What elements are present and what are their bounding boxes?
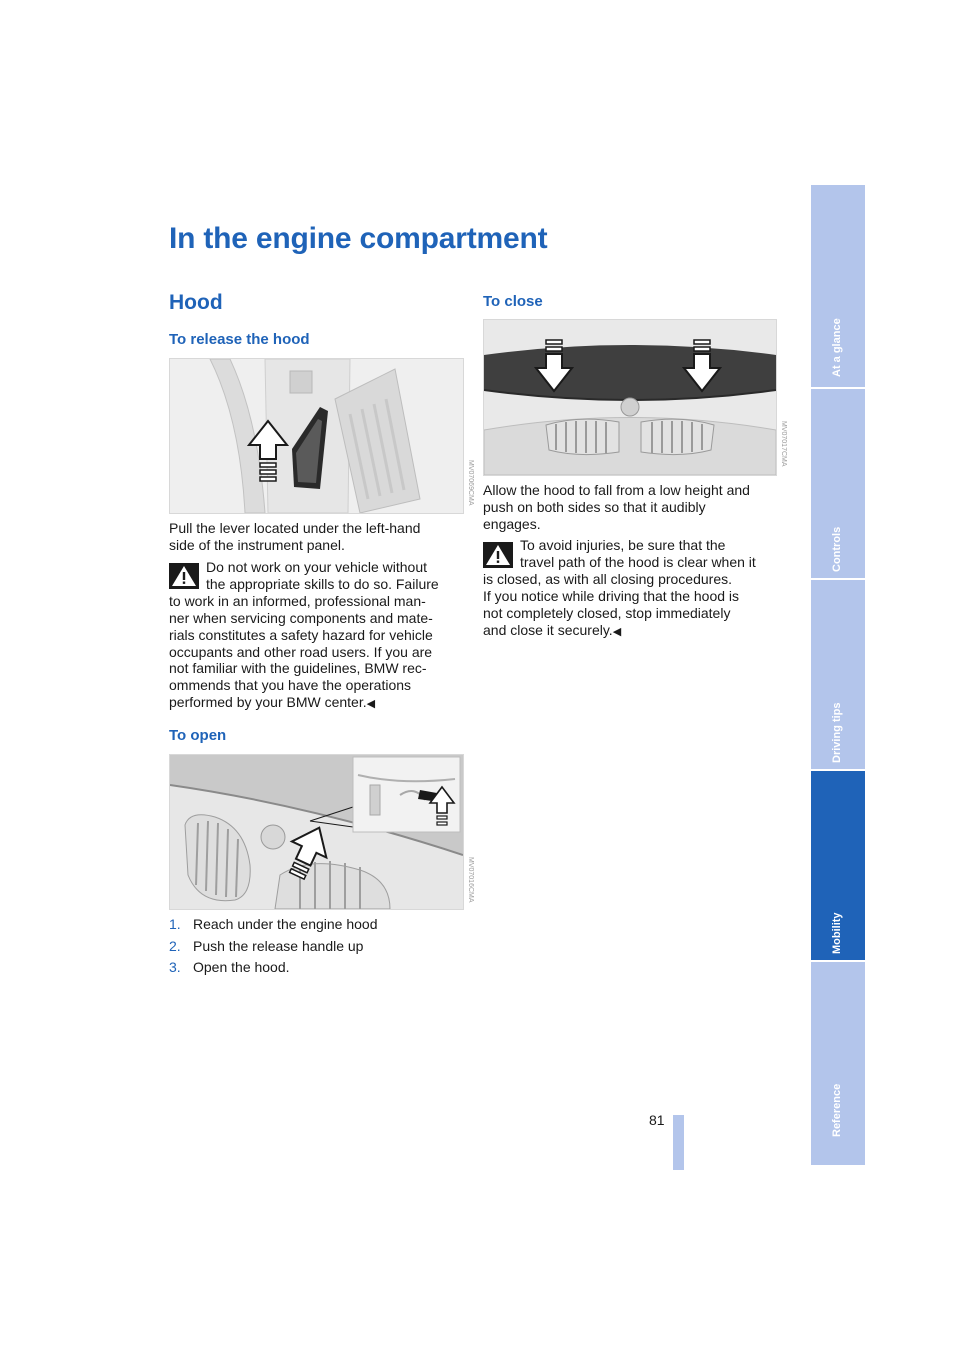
warning-line: not familiar with the guidelines, BMW rec- — [169, 660, 427, 677]
warning-line: travel path of the hood is clear when it — [520, 553, 756, 570]
release-lever-illustration — [170, 359, 463, 513]
warning-line-last — [169, 694, 469, 713]
warning-line: occupants and other road users. If you are — [169, 643, 433, 660]
figure-id-release: MV07069CMA — [467, 460, 474, 506]
end-mark-icon: ◀ — [612, 625, 622, 638]
step-number: 3. — [169, 959, 181, 975]
warning-line: ner when servicing components and mate- — [169, 609, 433, 626]
list-item — [169, 914, 377, 936]
warning-line: the appropriate skills to do so. Failure — [206, 575, 439, 592]
warning-line-text: performed by your BMW center. — [169, 694, 367, 711]
arrow-down-icon — [682, 338, 722, 394]
tab-label: Reference — [831, 1083, 843, 1137]
tab-reference[interactable] — [811, 962, 865, 1165]
warning-note-service — [169, 559, 469, 713]
tab-label: Driving tips — [831, 702, 843, 763]
arrow-down-icon — [534, 338, 574, 394]
arrow-up-icon — [282, 823, 332, 885]
tab-at-a-glance[interactable] — [811, 185, 865, 387]
figure-release-lever — [169, 358, 464, 514]
heading-release-hood: To release the hood — [169, 331, 310, 348]
list-item — [169, 957, 377, 979]
tab-controls[interactable] — [811, 389, 865, 578]
tab-driving-tips[interactable] — [811, 580, 865, 769]
open-steps-list — [169, 914, 377, 979]
page-number: 81 — [649, 1112, 665, 1128]
warning-line-last — [483, 622, 783, 641]
section-title-hood: Hood — [169, 291, 223, 314]
warning-line: is closed, as with all closing procedures. — [483, 570, 733, 587]
figure-id-close: MV07017CMA — [780, 421, 787, 467]
close-hood-illustration — [484, 320, 776, 475]
arrow-up-icon — [247, 419, 289, 483]
close-text-line: Allow the hood to fall from a low height and — [483, 482, 750, 498]
warning-line-text: and close it securely. — [483, 621, 613, 638]
tab-mobility[interactable] — [811, 771, 865, 960]
tab-label: Controls — [831, 526, 843, 572]
warning-line: Do not work on your vehicle without — [206, 559, 427, 575]
warning-line: not completely closed, stop immediately — [483, 604, 731, 621]
figure-close-hood — [483, 319, 777, 476]
close-text-line: engages. — [483, 515, 541, 532]
warning-line: rials constitutes a safety hazard for vehicle — [169, 626, 433, 643]
close-text-line: push on both sides so that it audibly — [483, 498, 706, 515]
release-instructions — [169, 520, 469, 554]
figure-open-hood — [169, 754, 464, 910]
release-text-line: side of the instrument panel. — [169, 536, 345, 553]
figure-id-open: MV07016CMA — [467, 857, 474, 903]
step-number: 2. — [169, 937, 181, 954]
tab-label: Mobility — [831, 912, 843, 954]
arrow-up-icon — [428, 785, 456, 831]
warning-line: to work in an informed, professional man- — [169, 592, 426, 609]
close-instructions — [483, 482, 783, 533]
warning-line: To avoid injuries, be sure that the — [520, 537, 726, 553]
step-text: Open the hood. — [193, 959, 290, 975]
page-title: In the engine compartment — [169, 222, 548, 255]
list-item — [169, 936, 377, 958]
step-number: 1. — [169, 916, 181, 932]
warning-line: If you notice while driving that the hood is — [483, 587, 740, 604]
end-mark-icon: ◀ — [366, 698, 376, 711]
tab-label: At a glance — [831, 318, 843, 377]
heading-to-close: To close — [483, 293, 543, 310]
page-number-bar — [673, 1115, 684, 1170]
warning-line: ommends that you have the operations — [169, 677, 412, 694]
heading-to-open: To open — [169, 727, 227, 744]
warning-note-closing — [483, 537, 783, 640]
step-text: Reach under the engine hood — [193, 916, 378, 932]
release-text-line: Pull the lever located under the left-hand — [169, 520, 421, 536]
step-text: Push the release handle up — [193, 937, 364, 954]
